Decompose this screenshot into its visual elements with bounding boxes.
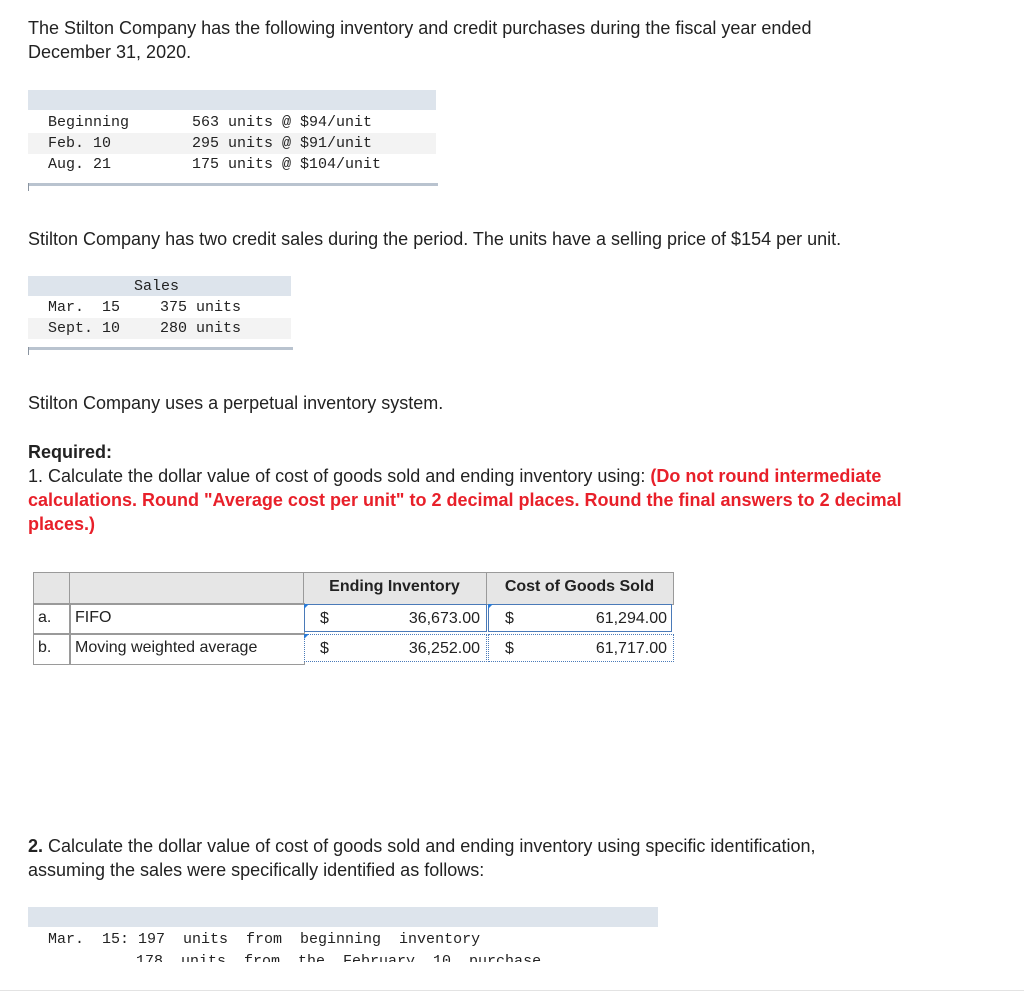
q1-lead: 1. Calculate the dollar value of cost of goods sold and ending inventory using: [28,466,646,486]
sales-units-0: 375 units [160,299,242,316]
q2-rest-1: Calculate the dollar value of cost of goods sold and ending inventory using specific identification, [43,836,816,856]
hdr-blank-2 [69,572,305,605]
q2-line-1 [28,834,816,858]
purchases-rule-tick [28,183,29,191]
purchase-detail-0: 563 units @ $94/unit [192,114,373,131]
purchases-header-band [28,90,436,110]
avg-cogs-input[interactable] [488,634,674,662]
q1-line-1 [28,464,881,488]
fifo-ending-currency: $ [320,610,329,627]
specific-line-2-clip [28,951,658,960]
required-title: Required: [28,442,113,462]
avg-ending-flag-icon [304,634,309,639]
avg-ending-currency: $ [320,640,329,657]
row-b-method: Moving weighted average [75,639,258,656]
purchase-label-1: Feb. 10 [48,135,112,152]
hdr-blank-1 [33,572,71,605]
avg-ending-value: 36,252.00 [408,640,480,657]
avg-cogs-currency: $ [505,640,514,657]
sales-date-1: Sept. 10 [48,320,121,337]
sales-intro: Stilton Company has two credit sales during the period. The units have a selling price of $154 per unit. [28,229,842,249]
page-bottom-divider [0,990,1024,991]
sales-units-1: 280 units [160,320,242,337]
specific-header-band [28,907,658,927]
purchase-detail-2: 175 units @ $104/unit [192,156,382,173]
purchase-label-2: Aug. 21 [48,156,112,173]
fifo-cogs-value: 61,294.00 [595,610,667,627]
fifo-ending-value: 36,673.00 [408,610,480,627]
system-text: Stilton Company uses a perpetual inventory system. [28,393,444,413]
avg-ending-inventory-input[interactable] [304,634,487,662]
row-a-method: FIFO [75,609,112,626]
fifo-cogs-flag-icon [488,604,493,609]
intro-line-2: December 31, 2020. [28,42,192,62]
fifo-ending-inventory-input[interactable] [304,604,487,632]
q1-note-1: (Do not round intermediate [650,466,882,486]
q1-note-3: places.) [28,514,96,534]
purchase-label-0: Beginning [48,114,130,131]
purchases-bottom-rule [28,183,438,186]
col-ending-label: Ending Inventory [329,578,460,595]
sales-header: Sales [134,278,180,295]
fifo-cogs-currency: $ [505,610,514,627]
q2-lead: 2. [28,836,44,856]
col-cogs-label: Cost of Goods Sold [504,578,655,595]
intro-line-1: The Stilton Company has the following inventory and credit purchases during the fiscal year ended [28,18,812,38]
q2-line-2: assuming the sales were specifically identified as follows: [28,860,485,880]
sales-date-0: Mar. 15 [48,299,121,316]
avg-cogs-value: 61,717.00 [595,640,667,657]
specific-line-1: Mar. 15: 197 units from beginning inventory [48,931,481,948]
row-a-letter: a. [38,609,52,626]
purchase-detail-1: 295 units @ $91/unit [192,135,373,152]
fifo-ending-flag-icon [304,604,309,609]
q1-note-2: calculations. Round "Average cost per unit" to 2 decimal places. Round the final answers to 2 decimal [28,490,902,510]
sales-bottom-rule [28,347,293,350]
sales-rule-tick [28,347,29,355]
fifo-cogs-input[interactable] [488,604,672,632]
row-b-letter: b. [38,639,52,656]
